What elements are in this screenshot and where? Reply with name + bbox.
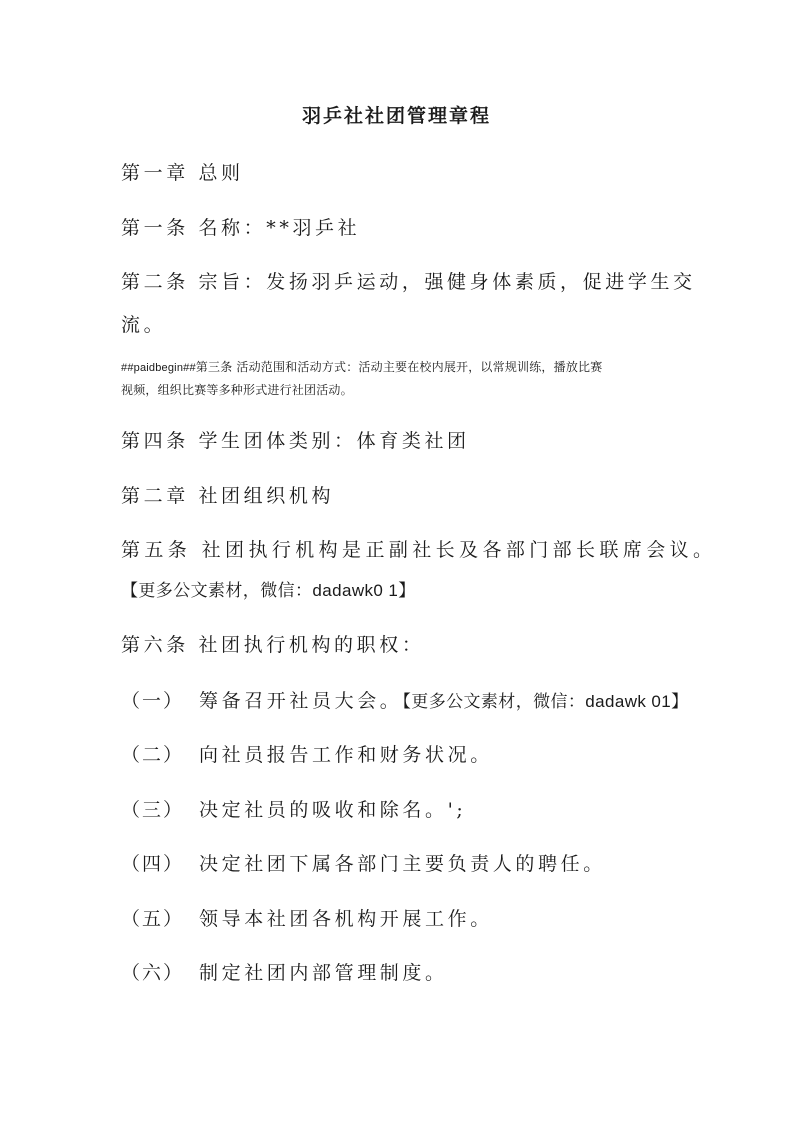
list-item-text: 筹备召开社员大会。 [199, 690, 403, 712]
article-6: 第六条 社团执行机构的职权： [121, 634, 425, 656]
article-3-line-1 [121, 358, 602, 377]
list-item [121, 742, 493, 768]
promo-line-1: 【更多公文素材，微信：dadawk0 1】 [121, 581, 416, 600]
list-item [121, 960, 448, 986]
list-item-text: 制定社团内部管理制度。 [199, 962, 448, 984]
list-item-text: 领导本社团各机构开展工作。 [199, 908, 493, 930]
article-3-text: 第三条 活动范围和活动方式：活动主要在校内展开，以常规训练，播放比赛 [195, 360, 603, 374]
article-2-line-2: 流。 [121, 314, 167, 336]
list-item [121, 851, 606, 877]
list-item [121, 797, 466, 823]
document-title: 羽乒社社团管理章程 [301, 105, 491, 127]
article-4: 第四条 学生团体类别：体育类社团 [121, 430, 470, 452]
article-2-line-1: 第二条 宗旨：发扬羽乒运动，强健身体素质，促进学生交 [121, 271, 696, 293]
chapter-2-heading: 第二章 社团组织机构 [121, 485, 335, 507]
list-item-number: （六） [121, 962, 185, 984]
list-item [121, 906, 493, 932]
article-5: 第五条 社团执行机构是正副社长及各部门部长联席会议。 [121, 539, 717, 561]
list-item [121, 688, 689, 715]
list-item-number: （一） [121, 690, 185, 712]
list-item-number: （二） [121, 744, 185, 766]
promo-line-2: 【更多公文素材，微信：dadawk 01】 [402, 692, 689, 711]
list-item-text: 向社员报告工作和财务状况。 [199, 744, 493, 766]
chapter-1-heading: 第一章 总则 [121, 162, 244, 184]
list-item-text: 决定社团下属各部门主要负责人的聘任。 [199, 853, 606, 875]
list-item-number: （三） [121, 799, 185, 821]
list-item-number: （五） [121, 908, 185, 930]
article-3-line-2: 视频，组织比赛等多种形式进行社团活动。 [121, 383, 353, 397]
article-1: 第一条 名称：**羽乒社 [121, 217, 361, 239]
list-item-number: （四） [121, 853, 185, 875]
paid-marker: ##paidbegin## [121, 362, 196, 374]
list-item-text: 决定社员的吸收和除名。'; [199, 799, 467, 821]
